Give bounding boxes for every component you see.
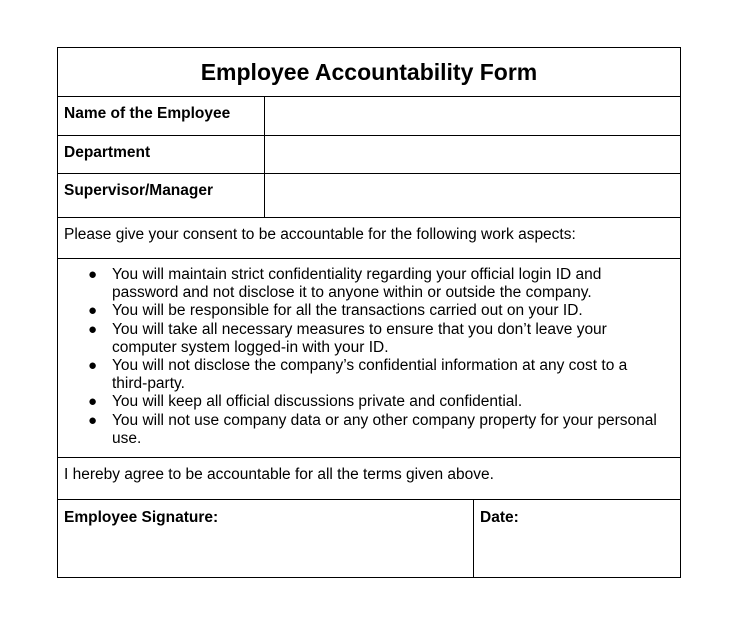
aspects-list [58, 266, 680, 448]
list-item [58, 302, 680, 320]
department-label: Department [58, 136, 265, 173]
list-item [58, 321, 680, 357]
bullet-icon: ● [88, 393, 98, 411]
department-field[interactable] [265, 136, 680, 173]
date-field[interactable] [474, 500, 680, 577]
aspect-text: You will be responsible for all the transactions carried out on your ID. [112, 302, 583, 320]
employee-signature-field[interactable] [58, 500, 474, 577]
employee-name-field[interactable] [265, 97, 680, 135]
list-item [58, 357, 680, 393]
accountability-form [57, 47, 681, 578]
bullet-icon: ● [88, 411, 98, 429]
employee-signature-label: Employee Signature: [64, 509, 219, 526]
aspect-text: You will maintain strict confidentiality regarding your official login ID and password and not disclose it to anyone within or outside the company. [112, 266, 602, 302]
supervisor-row [58, 174, 680, 218]
employee-name-row [58, 97, 680, 136]
aspect-text: You will keep all official discussions private and confidential. [112, 393, 523, 411]
list-item [58, 266, 680, 302]
aspect-text: You will not use company data or any other company property for your personal use. [112, 411, 657, 447]
list-item [58, 412, 680, 448]
employee-name-label: Name of the Employee [58, 97, 265, 135]
agreement-statement: I hereby agree to be accountable for all the terms given above. [58, 458, 680, 500]
bullet-icon: ● [88, 266, 98, 283]
bullet-icon: ● [88, 302, 98, 320]
supervisor-field[interactable] [265, 174, 680, 217]
list-item [58, 393, 680, 411]
signature-row [58, 500, 680, 577]
form-header [58, 48, 680, 97]
supervisor-label: Supervisor/Manager [58, 174, 265, 217]
department-row [58, 136, 680, 174]
aspect-text: You will not disclose the company’s confidential information at any cost to a third-party. [112, 357, 628, 393]
bullet-icon: ● [88, 357, 98, 375]
form-title: Employee Accountability Form [200, 59, 538, 85]
bullet-icon: ● [88, 320, 98, 338]
consent-prompt: Please give your consent to be accountable for the following work aspects: [58, 218, 680, 259]
aspect-text: You will take all necessary measures to ensure that you don’t leave your computer system logged-in with your ID. [112, 320, 607, 356]
aspects-section [58, 259, 680, 458]
date-label: Date: [480, 509, 519, 526]
